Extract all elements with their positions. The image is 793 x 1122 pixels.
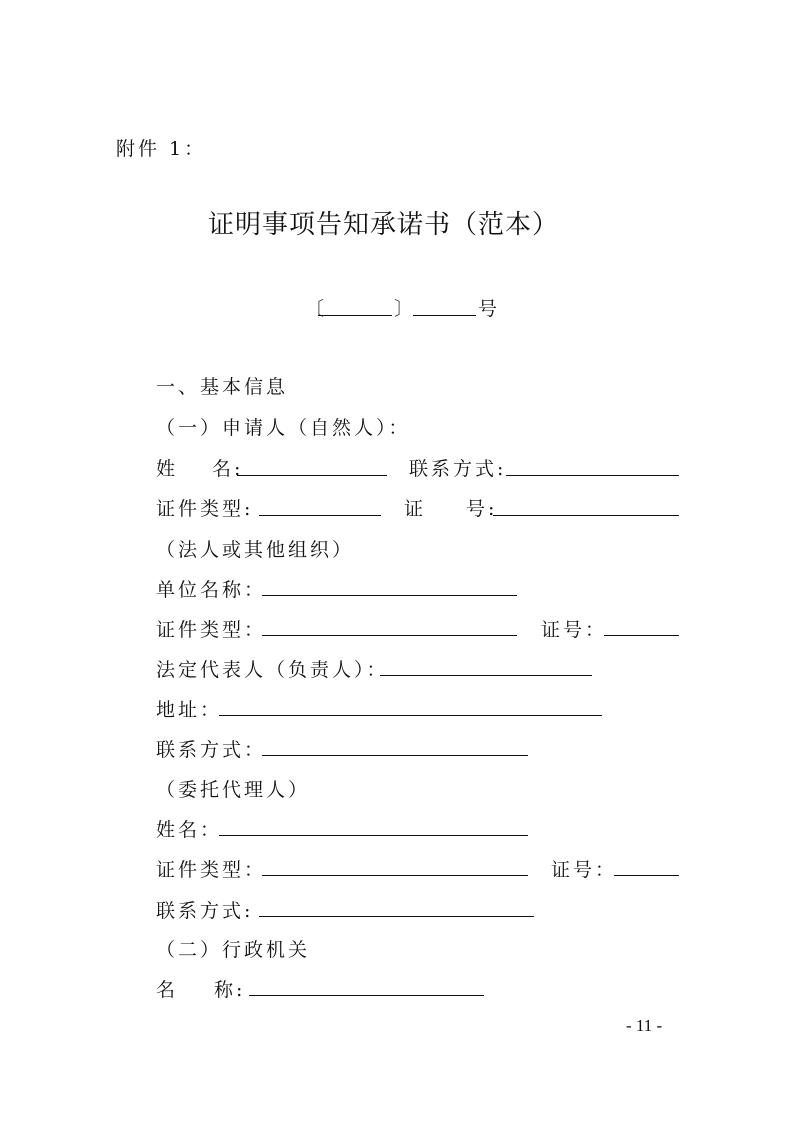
id-type-field-2[interactable] xyxy=(262,635,517,636)
agency-heading: （二）行政机关 xyxy=(156,939,311,961)
number-right-bracket: 〕 xyxy=(394,298,414,320)
name-label-b: 名: xyxy=(212,458,244,480)
id-type-label: 证件类型: xyxy=(156,498,254,520)
agent-contact-label: 联系方式: xyxy=(156,900,254,922)
address-field[interactable] xyxy=(219,715,602,716)
legal-rep-field[interactable] xyxy=(380,675,592,676)
id-no-label-b: 号: xyxy=(466,498,498,520)
agent-id-no-label: 证号： xyxy=(551,859,618,881)
legal-rep-label: 法定代表人（负责人）： xyxy=(156,659,389,681)
agent-contact-field[interactable] xyxy=(259,916,534,917)
contact-label-2: 联系方式： xyxy=(156,739,267,761)
page-number: - 11 - xyxy=(626,1016,663,1035)
number-left-bracket: 〔 xyxy=(305,298,325,320)
number-seq-line xyxy=(413,315,476,316)
agency-name-label-a: 名 xyxy=(156,979,179,1001)
agent-id-no-field[interactable] xyxy=(614,875,679,876)
id-type-label-2: 证件类型： xyxy=(156,619,267,641)
contact-field-2[interactable] xyxy=(262,755,528,756)
attachment-label: 附件 1： xyxy=(116,138,207,160)
unit-name-label: 单位名称： xyxy=(156,579,267,601)
id-no-field[interactable] xyxy=(493,515,679,516)
name-field[interactable] xyxy=(237,475,387,476)
agent-name-field[interactable] xyxy=(219,835,528,836)
address-label: 地址： xyxy=(156,699,223,721)
id-no-label-2: 证号： xyxy=(541,619,608,641)
number-suffix: 号 xyxy=(478,298,501,320)
section-basic-info: 一、基本信息 xyxy=(156,376,289,398)
agent-name-label: 姓名： xyxy=(156,819,223,841)
agent-id-type-field[interactable] xyxy=(262,875,528,876)
name-label-a: 姓 xyxy=(156,458,179,480)
document-title: 证明事项告知承诺书（范本） xyxy=(208,210,560,240)
agent-id-type-label: 证件类型： xyxy=(156,859,267,881)
contact-label: 联系方式: xyxy=(409,458,507,480)
agency-name-label-b: 称: xyxy=(214,979,246,1001)
id-type-field[interactable] xyxy=(259,515,381,516)
legal-person-heading: （法人或其他组织） xyxy=(156,539,355,561)
applicant-natural-heading: （一）申请人（自然人）： xyxy=(156,417,411,439)
contact-field[interactable] xyxy=(506,475,679,476)
number-year-line xyxy=(318,315,392,316)
id-no-label-a: 证 xyxy=(404,498,427,520)
unit-name-field[interactable] xyxy=(262,595,517,596)
agency-name-field[interactable] xyxy=(249,995,484,996)
agent-heading: （委托代理人） xyxy=(156,779,311,801)
id-no-field-2[interactable] xyxy=(604,635,679,636)
